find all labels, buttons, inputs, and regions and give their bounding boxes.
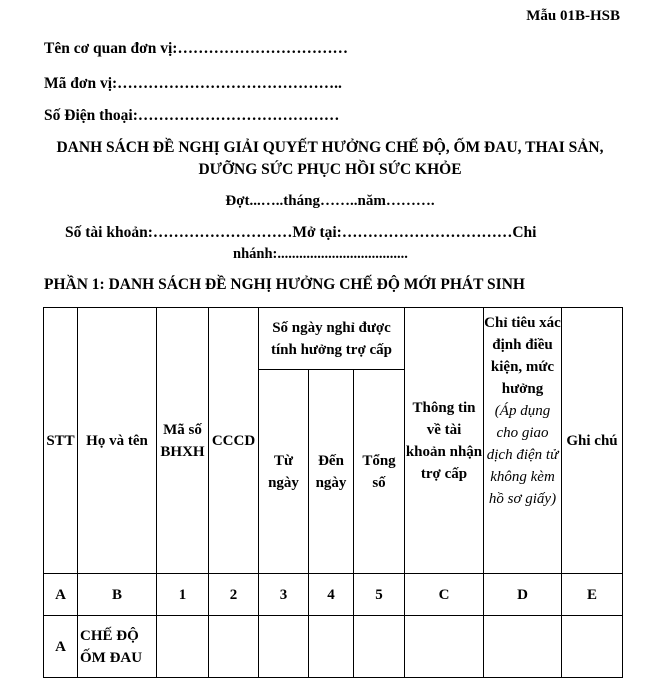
index-cell: B [78,574,157,616]
index-cell: 2 [209,574,259,616]
header-criteria-note: (Áp dụng cho giao dịch điện tử không kèm hồ sơ giấy) [486,403,559,507]
part1-heading: PHẦN 1: DANH SÁCH ĐỀ NGHỊ HƯỞNG CHẾ ĐỘ MỚI PHÁT SINH [44,276,525,293]
agency-name-field: Tên cơ quan đơn vị:…………………………… [44,40,348,57]
header-notes: Ghi chú [562,308,623,574]
account-line-2: nhánh:.................................... [233,246,408,262]
header-cccd: CCCD [209,308,259,574]
header-account-info: Thông tin về tài khoản nhận trợ cấp [405,308,484,574]
section-name: CHẾ ĐỘ ỐM ĐAU [78,616,157,678]
table-cell [309,616,354,678]
phone-field: Số Điện thoại:………………………………… [44,107,340,124]
table-cell [259,616,309,678]
header-from: Từ ngày [259,370,309,574]
beneficiary-table [43,307,623,678]
period-line: Đợt...…..tháng……..năm………. [225,193,435,209]
table-cell [157,616,209,678]
header-bhxh: Mã số BHXH [157,308,209,574]
header-criteria-title: Chỉ tiêu xác định điều kiện, mức hưởng [484,315,561,397]
index-cell: 3 [259,574,309,616]
table-cell [354,616,405,678]
form-code: Mẫu 01B-HSB [526,8,620,24]
header-stt: STT [44,308,78,574]
account-line-1: Số tài khoản:………………………Mở tại:……………………………Chi [65,224,537,241]
document-title [0,137,660,181]
index-cell: A [44,574,78,616]
unit-code-field: Mã đơn vị:…………………………………….. [44,75,342,92]
table-cell [484,616,562,678]
index-cell: 4 [309,574,354,616]
table-cell [209,616,259,678]
index-cell: C [405,574,484,616]
table-cell [562,616,623,678]
header-name: Họ và tên [78,308,157,574]
header-total: Tổng số [354,370,405,574]
header-criteria [484,308,562,574]
index-cell: E [562,574,623,616]
index-cell: D [484,574,562,616]
index-cell: 1 [157,574,209,616]
section-stt: A [44,616,78,678]
index-cell: 5 [354,574,405,616]
header-days-group: Số ngày nghỉ được tính hưởng trợ cấp [259,308,405,370]
table-cell [405,616,484,678]
document-title-text: DANH SÁCH ĐỀ NGHỊ GIẢI QUYẾT HƯỞNG CHẾ ĐỘ, ỐM ĐAU, THAI SẢN, DƯỠNG SỨC PHỤC HỒI SỨC KHỎE [56,139,604,178]
header-to: Đến ngày [309,370,354,574]
